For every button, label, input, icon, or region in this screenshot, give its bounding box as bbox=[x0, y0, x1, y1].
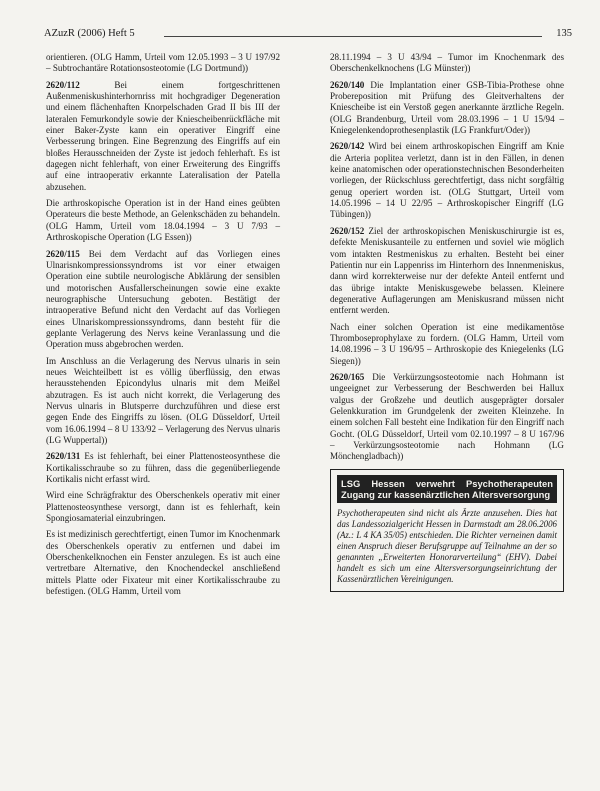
news-box bbox=[330, 469, 564, 592]
paragraph: orientieren. (OLG Hamm, Urteil vom 12.05.1993 – 3 U 197/92 – Subtrochantäre Rotationsosteotomie (LG Dortmund)) bbox=[46, 52, 280, 74]
right-column bbox=[330, 52, 564, 592]
paragraph: Es ist medizinisch gerechtfertigt, einen Tumor im Knochenmark des Oberschenkels operativ zu entfernen und dabei im Oberschenkelknochen ein Fenster anzulegen. Es ist auch eine vertretbare Alternative, den Knochendeckel anschließend mittels Platte oder Fixateur mit einer Kortikalisschraube zu befestigen. (OLG Hamm, Urteil vom bbox=[46, 529, 280, 597]
paragraph: Die arthroskopische Operation ist in der Hand eines geübten Operateurs die beste Methode, an Gelenkschäden zu behandeln. (OLG Hamm, Urteil vom 18.04.1994 – 3 U 7/93 – Arthroskopische Operation (LG Essen)) bbox=[46, 198, 280, 243]
news-box-title: LSG Hessen verwehrt Psychotherapeuten Zugang zur kassenärztlichen Altersversorgung bbox=[337, 475, 557, 503]
paragraph: 2620/112 Bei einem fortgeschrittenen Außenmeniskushinterhornriss mit hochgradiger Degeneration und einem flächenhaften Knorpelschaden Grad II bis III der lateralen Femurkondyle sowie der Kniescheibenrückfläche mit einer Baker-Zyste kann ein operativer Eingriff eine Verbesserung bringen. Eine Begrenzung des Eingriffs auf ein bloßes Herausschneiden der Zyste ist jedoch fehlerhaft. Es ist dagegen nicht fehlerhaft, von einer Erweiterung des Eingriffs auf eine intraoperativ erkannte Lateralisation der Patella abzusehen. bbox=[46, 79, 280, 192]
paragraph: 28.11.1994 – 3 U 43/94 – Tumor im Knochenmark des Oberschenkelknochens (LG Münster)) bbox=[330, 52, 564, 74]
paragraph: 2620/142 Wird bei einem arthroskopischen Eingriff am Knie die Arteria poplitea verletzt, dann ist in den Fällen, in denen keine anatomischen oder operationstechnischen Besonderheiten vorliegen, der Rückschluss gerechtfertigt, dass nicht sorgfältig genug operiert worden ist. (OLG Stuttgart, Urteil vom 14.05.1996 – 14 U 22/95 – Arthroskopischer Eingriff (LG Tübingen)) bbox=[330, 141, 564, 220]
reference-number: 2620/115 bbox=[46, 248, 80, 259]
reference-number: 2620/152 bbox=[330, 225, 365, 236]
paragraph: 2620/165 Die Verkürzungsosteotomie nach Hohmann ist ungeeignet zur Verbesserung der Beschwerden bei Hallux valgus der Großzehe und deutlich ausgeprägter dorsaler Gelenkkuration im Grundgelenk der zweiten Kleinzehe. In einem solchen Fall besteht eine Indikation für den Eingriff nach Gocht. (OLG Düsseldorf, Urteil vom 02.10.1997 – 8 U 167/96 – Verkürzungsosteotomie nach Hohmann (LG Mönchengladbach)) bbox=[330, 371, 564, 462]
paragraph: 2620/131 Es ist fehlerhaft, bei einer Plattenosteosynthese die Kortikalisschraube so zu führen, dass die gegenüberliegende Kortikalis nicht erfasst wird. bbox=[46, 451, 280, 485]
reference-number: 2620/131 bbox=[46, 451, 81, 462]
reference-number: 2620/142 bbox=[330, 141, 365, 152]
paragraph: 2620/140 Die Implantation einer GSB-Tibia-Prothese ohne Probereposition mit Prüfung des Gleitverhaltens der Kniescheibe ist ein Verstoß gegen anerkannte ärztliche Regeln. (OLG Brandenburg, Urteil vom 28.03.1996 – 1 U 15/94 – Kniegelenkendoprothesenplastik (LG Frankfurt/Oder)) bbox=[330, 79, 564, 136]
reference-number: 2620/112 bbox=[46, 79, 80, 90]
paragraph: Im Anschluss an die Verlagerung des Nervus ulnaris in sein neues Weichteilbett ist es völlig überflüssig, den etwas herausstehenden Epicondylus ulnaris mit dem Meißel abzutragen. Es ist auch nicht korrekt, die Verlagerung des Nervus ulnaris in Blutsperre durchzuführen und diese erst gegen Ende des Eingriffs zu lösen. (OLG Düsseldorf, Urteil vom 16.06.1994 – 8 U 133/92 – Verlagerung des Nervus ulnaris (LG Wuppertal)) bbox=[46, 355, 280, 445]
paragraph: Wird eine Schrägfraktur des Oberschenkels operativ mit einer Plattenosteosynthese versorgt, dann ist es fehlerhaft, kein Spongiosamaterial einzubringen. bbox=[46, 490, 280, 524]
paragraph: Nach einer solchen Operation ist eine medikamentöse Thromboseprophylaxe zu fordern. (OLG Hamm, Urteil vom 14.08.1996 – 3 U 196/95 – Arthroskopie des Kniegelenks (LG Siegen)) bbox=[330, 321, 564, 366]
journal-issue: AZuzR (2006) Heft 5 bbox=[44, 28, 135, 39]
left-column bbox=[46, 52, 280, 602]
reference-number: 2620/140 bbox=[330, 79, 365, 90]
paragraph: 2620/115 Bei dem Verdacht auf das Vorliegen eines Ulnarisnkompressionssyndroms ist vor einer etwaigen Operation eine subtile neurologische Abklärung der sensiblen und motorischen Ausfallerscheinungen sowie eine exakte neurographische Untersuchung geboten. Bestätigt der intraoperative Befund nicht den Verdacht auf das Vorliegen eines Ulnariskompressionssyndroms, dann besteht für die geplante Verlagerung des Nervs keine Veranlassung und die Operation muss abgebrochen werden. bbox=[46, 248, 280, 350]
page-number: 135 bbox=[556, 28, 572, 39]
news-box-body: Psychotherapeuten sind nicht als Ärzte anzusehen. Dies hat das Landessozialgericht Hessen in Darmstadt am 28.06.2006 (Az.: L 4 KA 35/05) entschieden. Die Richter verneinen damit einen Anspruch dieser Berufsgruppe auf Teilnahme an der so genannten „Erweiterten Honorarverteilung“ (EHV). Dabei handelt es sich um eine Altersversorgungseinrichtung der Kassenärztlichen Vereinigungen. bbox=[337, 507, 557, 584]
reference-number: 2620/165 bbox=[330, 371, 365, 382]
header-rule bbox=[164, 36, 542, 37]
paragraph: 2620/152 Ziel der arthroskopischen Meniskuschirurgie ist es, defekte Meniskusanteile zu entfernen und soviel wie möglich vom intakten Restmeniskus zu erhalten. Besteht bei einer Patientin nur ein Lappenriss im Hinterhorn des Innenmeniskus, dann wird korrekterweise nur der defekte Anteil entfernt und das übrige intakte Meniskusgewebe belassen. Kleinere degenerative Auflagerungen am Meniskusrand müssen nicht entfernt werden. bbox=[330, 225, 564, 316]
page-header bbox=[44, 28, 572, 42]
